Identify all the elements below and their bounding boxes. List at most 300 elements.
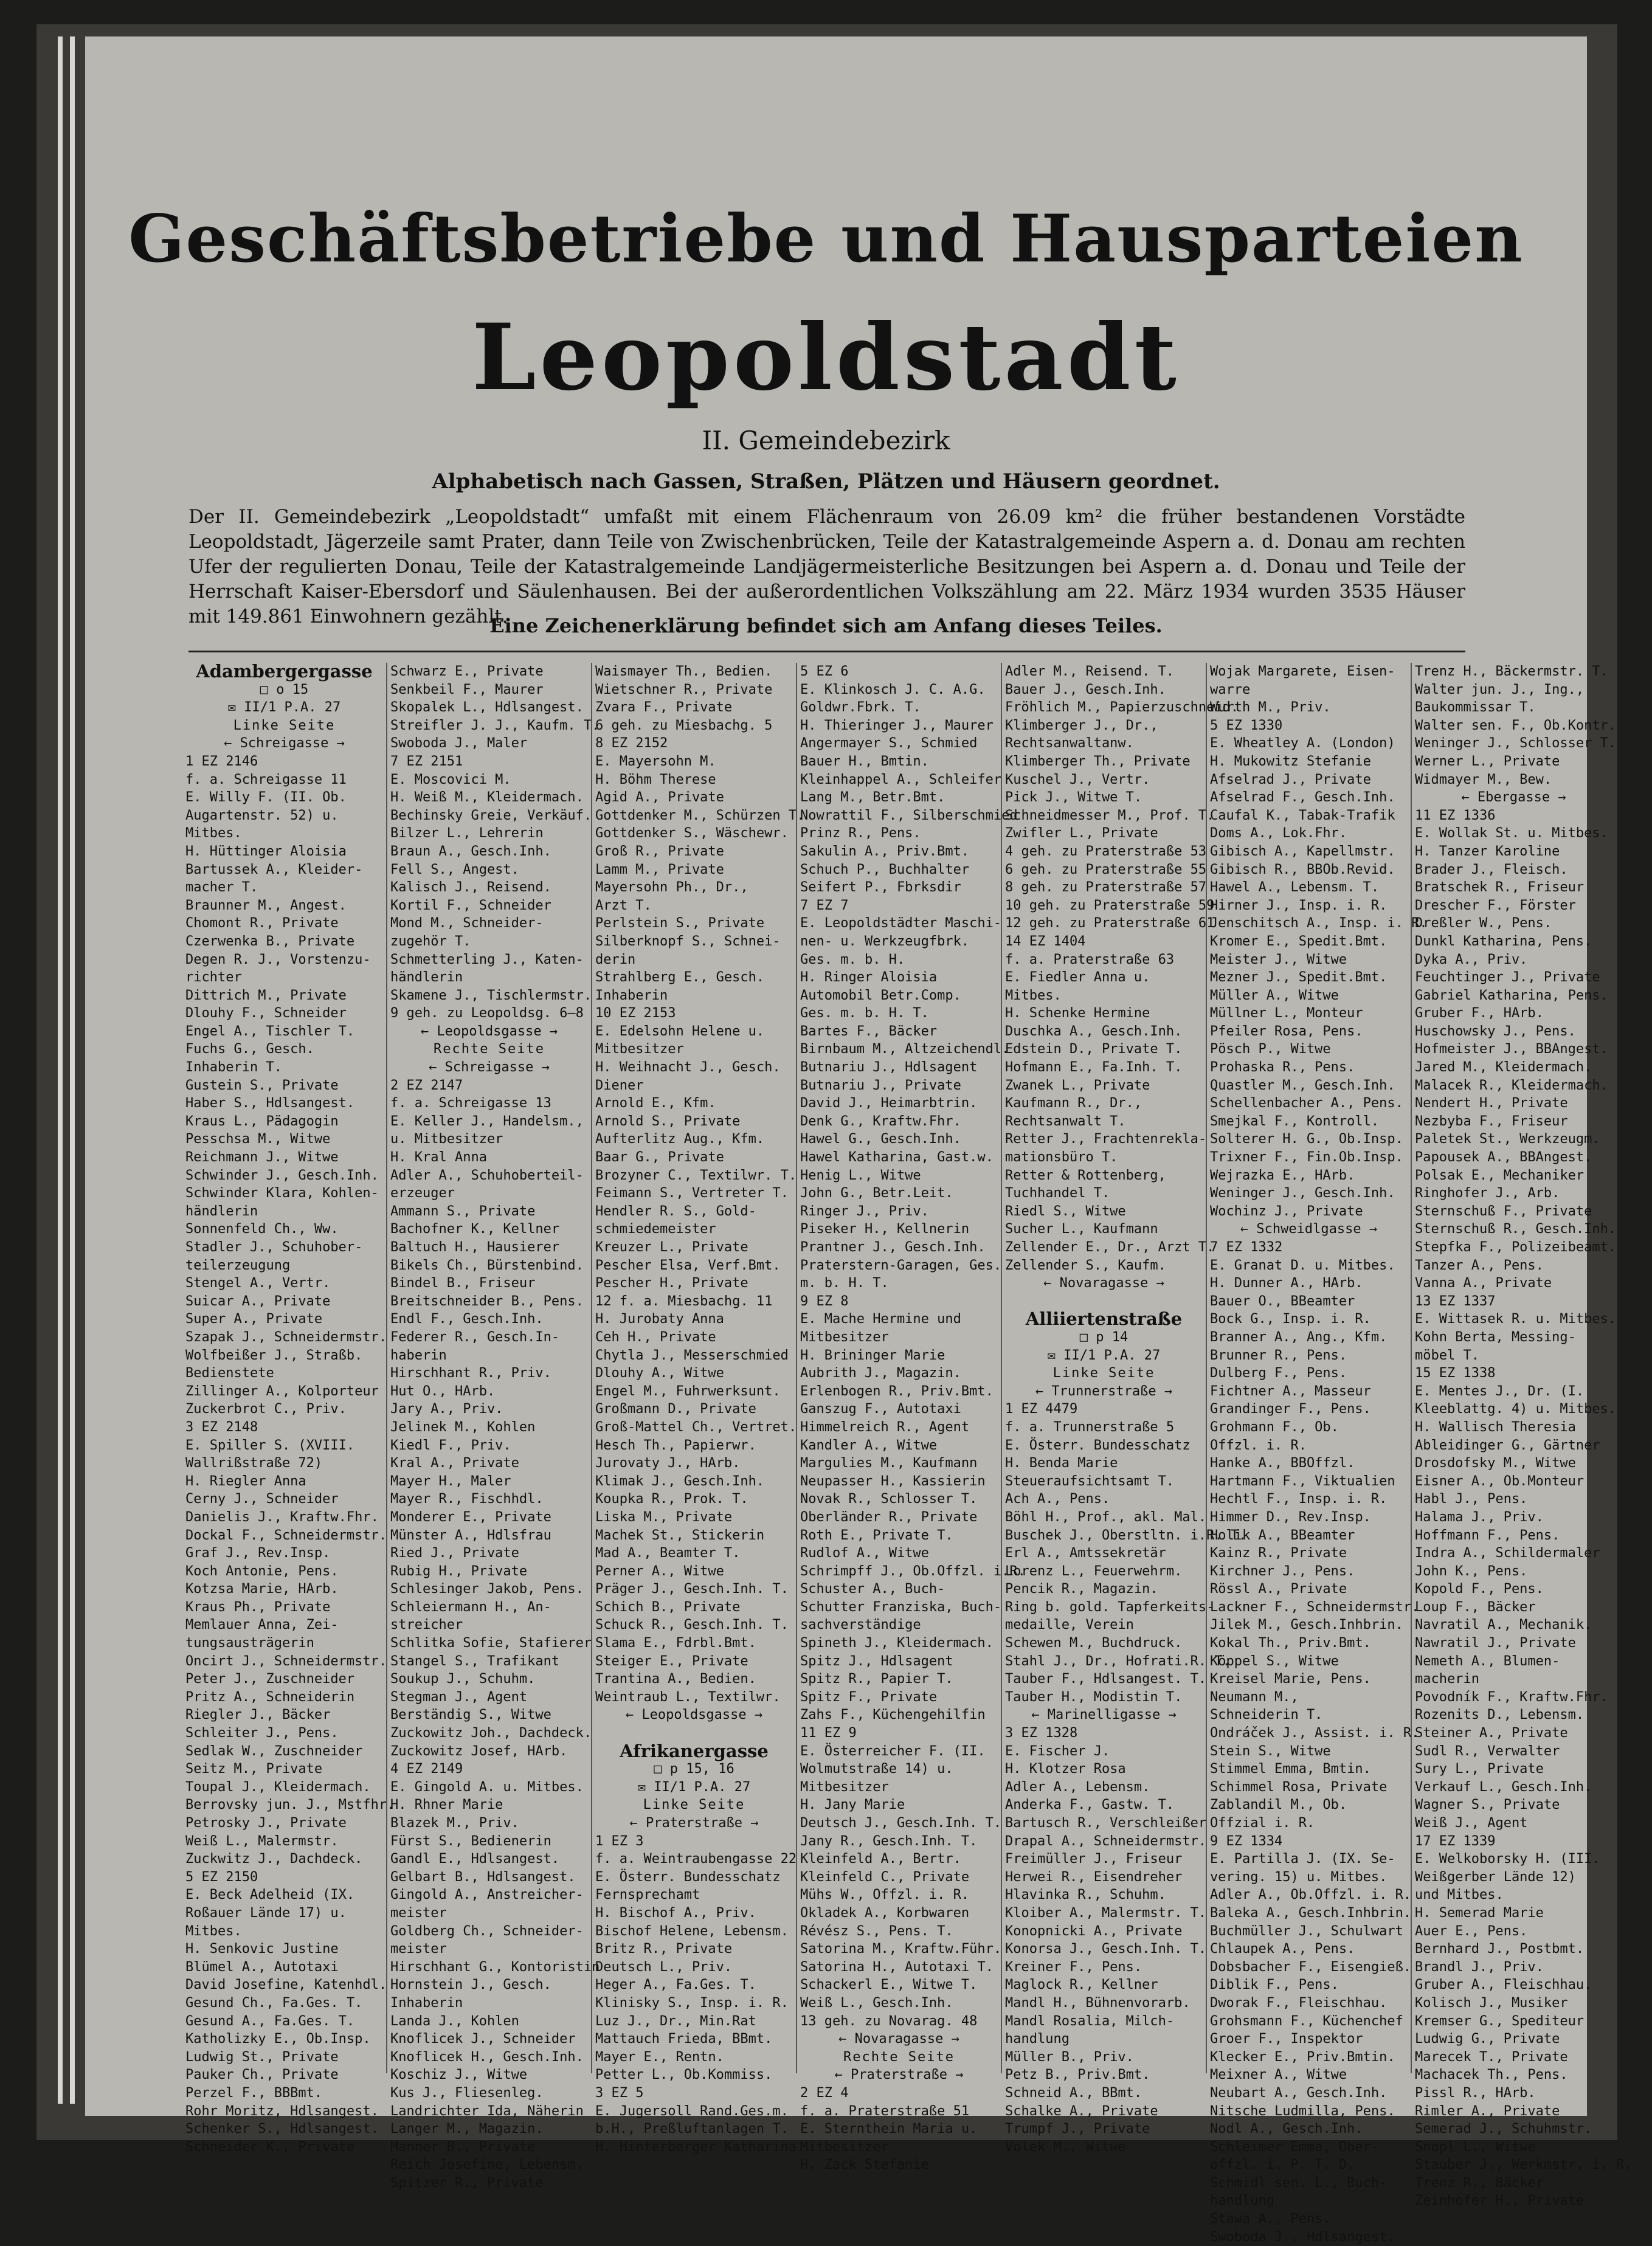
directory-entry: Baar G., Private: [595, 1150, 724, 1166]
directory-entry: Dobsbacher F., Eisengieß.: [1210, 1959, 1412, 1975]
directory-entry: Gruber A., Fleischhau.: [1415, 1977, 1592, 1993]
directory-entry: E. Spiller S. (XVIII.: [185, 1437, 355, 1453]
directory-entry: Mezner J., Spedit.Bmt.: [1210, 970, 1388, 986]
directory-entry: Czerwenka B., Private: [185, 933, 355, 949]
directory-entry: Hofmann E., Fa.Inh. T.: [1005, 1060, 1183, 1076]
directory-entry: streicher: [390, 1617, 463, 1633]
directory-entry: Inhaberin: [595, 987, 668, 1003]
directory-entry: Müller A., Witwe: [1210, 987, 1339, 1003]
directory-entry: Petter L., Ob.Kommiss.: [595, 2067, 773, 2083]
directory-entry: Kraus Ph., Private: [185, 1599, 331, 1615]
directory-entry: händlerin: [390, 970, 463, 986]
directory-entry: H. Senkovic Justine: [185, 1941, 339, 1957]
directory-entry: vering. 15) u. Mitbes.: [1210, 1869, 1388, 1885]
directory-entry: Ganszug F., Autotaxi: [800, 1401, 961, 1417]
directory-entry: Loup F., Bäcker: [1415, 1599, 1536, 1615]
directory-entry: Widmayer M., Bew.: [1415, 772, 1552, 787]
directory-entry: E. Mache Hermine und: [800, 1311, 961, 1327]
directory-entry: Brandl J., Priv.: [1415, 1959, 1544, 1975]
directory-entry: Baukommissar T.: [1415, 700, 1536, 716]
directory-entry: Praterstern-Garagen, Ges.: [800, 1257, 1002, 1273]
directory-entry: Federer R., Gesch.In-: [390, 1329, 560, 1345]
directory-entry: Hirschhant G., Kontoristin: [390, 1959, 600, 1975]
directory-entry: Ried J., Private: [390, 1546, 519, 1561]
directory-entry: Jelinek M., Kohlen: [390, 1419, 536, 1435]
directory-entry: Kleinfeld A., Bertr.: [800, 1851, 961, 1867]
directory-entry: Verkauf L., Gesch.Inh.: [1415, 1779, 1592, 1795]
directory-entry: Navratil A., Mechanik.: [1415, 1617, 1592, 1633]
directory-entry: 4 geh. zu Praterstraße 53: [1005, 843, 1207, 859]
directory-entry: E. Beck Adelheid (IX.: [185, 1887, 355, 1903]
directory-entry: Kleinfeld C., Private: [800, 1869, 970, 1885]
directory-entry: H. Weiß M., Kleidermach.: [390, 790, 584, 806]
directory-entry: E. Keller J., Handelsm.,: [390, 1113, 584, 1129]
directory-entry: Petz B., Priv.Bmt.: [1005, 2067, 1150, 2083]
directory-entry: E. Partilla J. (IX. Se-: [1210, 1851, 1395, 1867]
directory-entry: 9 geh. zu Leopoldsg. 6—8: [390, 1006, 584, 1021]
directory-entry: E. Wittasek R. u. Mitbes.: [1415, 1311, 1617, 1327]
directory-entry: Pauker Ch., Private: [185, 2067, 339, 2083]
directory-entry: Machacek Th., Pens.: [1415, 2067, 1568, 2083]
directory-entry: medaille, Verein: [1005, 1617, 1134, 1633]
directory-entry: Stein S., Witwe: [1210, 1743, 1331, 1759]
directory-entry: Gesund A., Fa.Ges. T.: [185, 2013, 355, 2029]
cross-street: ← Schreigasse →: [224, 736, 345, 752]
directory-entry: Kaufmann R., Dr.,: [1005, 1096, 1142, 1111]
directory-entry: Adler M., Reisend. T.: [1005, 664, 1175, 679]
directory-entry: Weiß J., Agent: [1415, 1816, 1528, 1831]
directory-entry: 12 f. a. Miesbachg. 11: [595, 1293, 773, 1309]
district-subtitle: II. Gemeindebezirk: [702, 426, 950, 455]
directory-entry: H. Bischof A., Priv.: [595, 1905, 756, 1921]
directory-entry: Inhaberin T.: [185, 1060, 282, 1076]
directory-entry: Riedl S., Witwe: [1005, 1203, 1126, 1219]
directory-entry: Schenker S., Hdlsangest.: [185, 2121, 379, 2137]
directory-entry: Streifler J. J., Kaufm. T.: [390, 717, 600, 733]
directory-entry: Drapal A., Schneidermstr.: [1005, 1833, 1207, 1849]
directory-entry: H. Thieringer J., Maurer: [800, 717, 994, 733]
directory-entry: Landa J., Kohlen: [390, 2013, 519, 2029]
directory-entry: Bischof Helene, Lebensm.: [595, 1923, 789, 1939]
directory-entry: Kohn Berta, Messing-: [1415, 1329, 1576, 1345]
directory-column: [1206, 663, 1428, 2245]
directory-entry: Rechtsanwalt T.: [1005, 1113, 1126, 1129]
directory-entry: Hechtl F., Insp. i. R.: [1210, 1491, 1388, 1507]
directory-entry: E. Willy F. (II. Ob.: [185, 790, 347, 806]
directory-entry: Müller B., Priv.: [1005, 2049, 1134, 2065]
directory-entry: Mayer R., Fischhdl.: [390, 1491, 544, 1507]
directory-entry: Henig L., Witwe: [800, 1167, 921, 1183]
directory-entry: E. Moscovici M.: [390, 772, 511, 787]
directory-entry: Buschek J., Oberstltn. i.R. T.: [1005, 1527, 1247, 1543]
directory-entry: Gruber F., HArb.: [1415, 1006, 1544, 1021]
directory-entry: Rössl A., Private: [1210, 1581, 1347, 1597]
directory-entry: Hoffmann F., Pens.: [1415, 1527, 1560, 1543]
directory-entry: Katholizky E., Ob.Insp.: [185, 2031, 371, 2047]
directory-entry: Jany R., Gesch.Inh. T.: [800, 1833, 978, 1849]
directory-entry: Landrichter Ida, Näherin: [390, 2103, 584, 2119]
directory-entry: Nendert H., Private: [1415, 1096, 1568, 1111]
directory-entry: Semerad J., Schuhmstr.: [1415, 2121, 1592, 2137]
directory-entry: Silberknopf S., Schnei-: [595, 933, 781, 949]
directory-entry: Mitbes.: [185, 1923, 242, 1939]
district-title: Leopoldstadt: [472, 304, 1180, 411]
directory-entry: Jary A., Priv.: [390, 1401, 503, 1417]
directory-entry: Monderer E., Private: [390, 1509, 551, 1525]
directory-entry: Gesund Ch., Fa.Ges. T.: [185, 1995, 363, 2011]
directory-entry: 1 EZ 4479: [1005, 1401, 1078, 1417]
directory-entry: Rohr Moritz, Hdlsangest.: [185, 2103, 379, 2119]
directory-entry: Spitz F., Private: [800, 1689, 938, 1705]
directory-entry: Rudlof A., Witwe: [800, 1546, 929, 1561]
directory-entry: mationsbüro T.: [1005, 1150, 1118, 1166]
directory-entry: Aubrith J., Magazin.: [800, 1366, 961, 1381]
directory-entry: Automobil Betr.Comp.: [800, 987, 961, 1003]
directory-entry: Meixner A., Witwe: [1210, 2067, 1347, 2083]
cross-street: □ p 15, 16: [654, 1761, 734, 1777]
directory-entry: Wochinz J., Private: [1210, 1203, 1363, 1219]
directory-entry: Knoflicek H., Gesch.Inh.: [390, 2049, 584, 2065]
directory-entry: Prantner J., Gesch.Inh.: [800, 1240, 986, 1255]
directory-entry: Paletek St., Werkzeugm.: [1415, 1132, 1600, 1147]
directory-entry: Mandl Rosalia, Milch-: [1005, 2013, 1175, 2029]
directory-entry: Kleinhappel A., Schleifer: [800, 772, 1002, 787]
directory-entry: Pick J., Witwe T.: [1005, 790, 1142, 806]
cross-street: □ o 15: [260, 682, 309, 697]
directory-entry: Ondráček J., Assist. i. R.: [1210, 1726, 1420, 1741]
directory-entry: Pescher H., Private: [595, 1276, 748, 1291]
directory-entry: Aufterlitz Aug., Kfm.: [595, 1132, 765, 1147]
directory-entry: Schalke A., Private: [1005, 2103, 1158, 2119]
directory-entry: Luz J., Dr., Min.Rat: [595, 2013, 756, 2029]
cross-street: ← Schreigasse →: [429, 1060, 550, 1076]
directory-entry: Sudl R., Verwalter: [1415, 1743, 1560, 1759]
directory-entry: Kloiber A., Malermstr. T.: [1005, 1905, 1207, 1921]
directory-entry: Köppel S., Witwe: [1210, 1653, 1339, 1669]
directory-entry: 12 geh. zu Praterstraße 61: [1005, 916, 1215, 931]
directory-entry: H. Weihnacht J., Gesch.: [595, 1060, 781, 1076]
directory-entry: Suicar A., Private: [185, 1293, 331, 1309]
directory-entry: 1 EZ 3: [595, 1833, 644, 1849]
directory-entry: f. a. Schreigasse 11: [185, 772, 347, 787]
directory-entry: Eisner A., Ob.Monteur: [1415, 1473, 1585, 1489]
directory-entry: Volek M., Witwe: [1005, 2139, 1126, 2155]
directory-entry: Marecek T., Private: [1415, 2049, 1568, 2065]
directory-entry: Wagner S., Private: [1415, 1797, 1560, 1813]
directory-entry: H. Kral Anna: [390, 1150, 487, 1166]
directory-entry: 3 EZ 1328: [1005, 1726, 1078, 1741]
cross-street: ✉ II/1 P.A. 27: [1047, 1347, 1161, 1363]
directory-entry: 6 geh. zu Miesbachg. 5: [595, 717, 773, 733]
directory-entry: Hawel Katharina, Gast.w.: [800, 1150, 994, 1166]
directory-entry: Brunner R., Pens.: [1210, 1347, 1347, 1363]
directory-entry: Konopnicki A., Private: [1005, 1923, 1183, 1939]
directory-entry: Hendler R. S., Gold-: [595, 1203, 756, 1219]
directory-entry: Wolfbeißer J., Straßb.: [185, 1347, 363, 1363]
directory-entry: Ammann S., Private: [390, 1203, 536, 1219]
directory-entry: Hut O., HArb.: [390, 1383, 496, 1399]
directory-entry: Feuchtinger J., Private: [1415, 970, 1600, 986]
directory-entry: Seitz M., Private: [185, 1761, 323, 1777]
directory-entry: 7 EZ 2151: [390, 753, 463, 769]
directory-entry: 8 geh. zu Praterstraße 57: [1005, 880, 1207, 896]
directory-entry: schmiedemeister: [595, 1221, 716, 1237]
page-title: Geschäftsbetriebe und Hausparteien: [128, 201, 1524, 277]
directory-entry: 4 EZ 2149: [390, 1761, 463, 1777]
directory-entry: Stimmel Emma, Bmtin.: [1210, 1761, 1371, 1777]
directory-entry: Klimberger Th., Private: [1005, 753, 1191, 769]
directory-entry: Kortil F., Schneider: [390, 897, 551, 913]
directory-entry: Dworak F., Fleischhau.: [1210, 1995, 1388, 2011]
directory-entry: 9 EZ 1334: [1210, 1833, 1283, 1849]
directory-entry: E. Mayersohn M.: [595, 753, 716, 769]
directory-entry: H. Riegler Anna: [185, 1473, 306, 1489]
directory-entry: Kromer E., Spedit.Bmt.: [1210, 933, 1388, 949]
directory-entry: Endl F., Gesch.Inh.: [390, 1311, 544, 1327]
directory-entry: Steiger E., Private: [595, 1653, 748, 1669]
directory-column: [182, 661, 395, 2155]
directory-entry: Zuckwitz J., Dachdeck.: [185, 1851, 363, 1867]
directory-entry: Dittrich M., Private: [185, 987, 347, 1003]
directory-entry: Hornstein J., Gesch.: [390, 1977, 551, 1993]
directory-entry: Habl J., Pens.: [1415, 1491, 1528, 1507]
directory-entry: E. Leopoldstädter Maschi-: [800, 916, 1002, 931]
directory-entry: Bechinsky Greie, Verkäuf.: [390, 807, 592, 823]
directory-entry: Hirner J., Insp. i. R.: [1210, 897, 1388, 913]
directory-entry: Schellenbacher A., Pens.: [1210, 1096, 1403, 1111]
directory-entry: Heger A., Fa.Ges. T.: [595, 1977, 756, 1993]
directory-entry: Schneider K., Private: [185, 2139, 355, 2155]
directory-entry: Weninger J., Gesch.Inh.: [1210, 1186, 1395, 1201]
side-label: Linke Seite: [1052, 1366, 1155, 1381]
directory-entry: Gingold A., Anstreicher-: [390, 1887, 584, 1903]
directory-entry: Bartussek A., Kleider-: [185, 862, 363, 877]
directory-entry: Werner L., Private: [1415, 753, 1560, 769]
directory-entry: Novak R., Schlosser T.: [800, 1491, 978, 1507]
directory-entry: Stengel A., Vertr.: [185, 1276, 331, 1291]
directory-entry: 7 EZ 7: [800, 897, 849, 913]
directory-entry: Zablandil M., Ob.: [1210, 1797, 1347, 1813]
directory-entry: Schutter Franziska, Buch-: [800, 1599, 1002, 1615]
directory-entry: Prohaska R., Pens.: [1210, 1060, 1355, 1076]
directory-entry: Bachofner K., Kellner: [390, 1221, 560, 1237]
directory-entry: Arnold E., Kfm.: [595, 1096, 716, 1111]
directory-entry: Wietschner R., Private: [595, 682, 773, 697]
directory-entry: Rimler A., Private: [1415, 2103, 1560, 2119]
directory-entry: Klimberger J., Dr.,: [1005, 717, 1158, 733]
directory-entry: Kral A., Private: [390, 1456, 519, 1471]
cross-street: ← Praterstraße →: [629, 1816, 759, 1831]
directory-entry: Schlitka Sofie, Stafierer: [390, 1636, 592, 1651]
directory-entry: Schmidl sen. L., Buch-: [1210, 2175, 1388, 2191]
directory-entry: Münster A., Hdlsfrau: [390, 1527, 551, 1543]
directory-entry: Engel A., Tischler T.: [185, 1023, 355, 1039]
directory-entry: Nitsche Ludmilla, Pens.: [1210, 2103, 1395, 2119]
directory-entry: Agid A., Private: [595, 790, 724, 806]
directory-entry: Strahlberg E., Gesch.: [595, 970, 765, 986]
directory-entry: Afselrad F., Gesch.Inh.: [1210, 790, 1395, 806]
directory-entry: Trumpf J., Private: [1005, 2121, 1150, 2137]
directory-entry: Jenschitsch A., Insp. i. R.: [1210, 916, 1428, 931]
directory-entry: Kolisch J., Musiker: [1415, 1995, 1568, 2011]
directory-entry: Okladek A., Korbwaren: [800, 1905, 970, 1921]
directory-entry: Lorenz L., Feuerwehrm.: [1005, 1563, 1183, 1579]
cross-street: ← Leopoldsgasse →: [420, 1023, 558, 1039]
directory-entry: 11 EZ 9: [800, 1726, 857, 1741]
directory-entry: handlung: [1005, 2031, 1070, 2047]
directory-entry: Mayersohn Ph., Dr.,: [595, 880, 748, 896]
directory-entry: Perner A., Witwe: [595, 1563, 724, 1579]
directory-entry: Ach A., Pens.: [1005, 1491, 1110, 1507]
cross-street: □ p 14: [1079, 1329, 1128, 1345]
directory-entry: Sucher L., Kaufmann: [1005, 1221, 1158, 1237]
directory-entry: Kreiner F., Pens.: [1005, 1959, 1142, 1975]
directory-entry: Buchmüller J., Schulwart: [1210, 1923, 1403, 1939]
directory-entry: Kalisch J., Reisend.: [390, 880, 551, 896]
directory-entry: Mayer E., Rentn.: [595, 2049, 724, 2065]
directory-entry: Fuchs G., Gesch.: [185, 1042, 314, 1057]
directory-entry: H. Ringer Aloisia: [800, 970, 938, 986]
directory-entry: Hanke A., BBOffzl.: [1210, 1456, 1355, 1471]
directory-entry: und Mitbes.: [1415, 1887, 1504, 1903]
directory-entry: Bauer J., Gesch.Inh.: [1005, 682, 1166, 697]
directory-entry: Duschka A., Gesch.Inh.: [1005, 1023, 1183, 1039]
directory-entry: Nezbyba F., Friseur: [1415, 1113, 1568, 1129]
cross-street: ← Novaragasse →: [1043, 1276, 1164, 1291]
directory-entry: H. Hüttinger Aloisia: [185, 843, 347, 859]
directory-entry: Satorina M., Kraftw.Führ.: [800, 1941, 1002, 1957]
directory-entry: handlung: [1210, 2193, 1274, 2209]
directory-entry: Hirschhant R., Priv.: [390, 1366, 551, 1381]
directory-entry: Zuckowitz Josef, HArb.: [390, 1743, 568, 1759]
directory-entry: Schlesinger Jakob, Pens.: [390, 1581, 584, 1597]
directory-entry: Super A., Private: [185, 1311, 323, 1327]
directory-entry: f. a. Praterstraße 51: [800, 2103, 970, 2119]
directory-entry: Riegler J., Bäcker: [185, 1707, 331, 1723]
directory-entry: Weiß L., Gesch.Inh.: [800, 1995, 953, 2011]
directory-entry: Kreisel Marie, Pens.: [1210, 1671, 1371, 1687]
directory-entry: Konorsa J., Gesch.Inh. T.: [1005, 1941, 1207, 1957]
directory-entry: 17 EZ 1339: [1415, 1833, 1496, 1849]
directory-entry: Koch Antonie, Pens.: [185, 1563, 339, 1579]
directory-entry: möbel T.: [1415, 1347, 1479, 1363]
directory-entry: Bratschek R., Friseur: [1415, 880, 1585, 896]
directory-entry: richter: [185, 970, 242, 986]
directory-entry: Blümel A., Autotaxi: [185, 1959, 339, 1975]
directory-entry: 5 EZ 6: [800, 664, 849, 679]
directory-entry: Vanna A., Private: [1415, 1276, 1552, 1291]
directory-entry: Kandler A., Witwe: [800, 1437, 938, 1453]
directory-entry: Perlstein S., Private: [595, 916, 765, 931]
directory-entry: E. Fiedler Anna u.: [1005, 970, 1150, 986]
directory-entry: 8 EZ 2152: [595, 736, 668, 752]
directory-entry: Pesschsa M., Witwe: [185, 1132, 331, 1147]
directory-entry: Papousek A., BBAngest.: [1415, 1150, 1592, 1166]
directory-entry: Brozyner C., Textilwr. T.: [595, 1167, 797, 1183]
directory-entry: Rubig H., Private: [390, 1563, 528, 1579]
directory-entry: David Josefine, Katenhdl.: [185, 1977, 387, 1993]
directory-entry: Schackerl E., Witwe T.: [800, 1977, 978, 1993]
directory-entry: Grohsmann F., Küchenchef: [1210, 2013, 1403, 2029]
directory-entry: Kleeblattg. 4) u. Mitbes.: [1415, 1401, 1617, 1417]
directory-entry: Chomont R., Private: [185, 916, 339, 931]
directory-entry: Sonnenfeld Ch., Ww.: [185, 1221, 339, 1237]
directory-entry: Danielis J., Kraftw.Fhr.: [185, 1509, 379, 1525]
directory-entry: Trantina A., Bedien.: [595, 1671, 756, 1687]
directory-entry: E. Granat D. u. Mitbes.: [1210, 1257, 1395, 1273]
directory-entry: Schleiter J., Pens.: [185, 1726, 339, 1741]
directory-entry: Szapak J., Schneidermstr.: [185, 1329, 387, 1345]
directory-entry: Kirchner J., Pens.: [1210, 1563, 1355, 1579]
directory-entry: Zahs F., Küchengehilfin: [800, 1707, 986, 1723]
directory-entry: Bartusch R., Verschleißer: [1005, 1816, 1207, 1831]
directory-entry: Satorina H., Autotaxi T.: [800, 1959, 994, 1975]
directory-entry: Breitschneider B., Pens.: [390, 1293, 584, 1309]
directory-entry: Müllner L., Monteur: [1210, 1006, 1363, 1021]
directory-entry: 2 EZ 2147: [390, 1077, 463, 1093]
directory-entry: H. Böhm Therese: [595, 772, 716, 787]
directory-entry: John G., Betr.Leit.: [800, 1186, 953, 1201]
directory-entry: E. Welkoborsky H. (III.: [1415, 1851, 1600, 1867]
intro-paragraph: Der II. Gemeindebezirk „Leopoldstadt“ umfaßt mit einem Flächenraum von 26.09 km² die früher bestandenen Vorstädte Leopoldstadt, Jägerzeile samt Prater, dann Teile von Zwischenbrücken, Teile der Katastralgemeinde Aspern a. d. Donau am rechten Ufer der regulierten Donau, Teile der Katastralgemeinde Landjägermeisterliche Besitzungen bei Aspern a. d. Donau und Teile der Herrschaft Kaiser-Ebersdorf und Säulenhausen. Bei der außerordentlichen Volkszählung am 22. März 1934 wurden 3535 Häuser mit 149.861 Einwohnern gezählt.: [188, 506, 1465, 627]
directory-entry: Petrosky J., Private: [185, 1816, 347, 1831]
directory-entry: Mitbesitzer: [595, 1042, 684, 1057]
directory-entry: Trixner F., Fin.Ob.Insp.: [1210, 1150, 1403, 1166]
directory-entry: H. Brininger Marie: [800, 1347, 945, 1363]
directory-entry: Walter jun. J., Ing.,: [1415, 682, 1585, 697]
directory-entry: E. Gingold A. u. Mitbes.: [390, 1779, 584, 1795]
directory-entry: E. Österr. Bundesschatz: [595, 1869, 781, 1885]
directory-entry: Rozenits D., Lebensm.: [1415, 1707, 1585, 1723]
directory-entry: H. Jurobaty Anna: [595, 1311, 724, 1327]
directory-entry: Wallrißstraße 72): [185, 1456, 323, 1471]
directory-entry: Langer M., Magazin.: [390, 2121, 544, 2137]
directory-entry: H. Semerad Marie: [1415, 1905, 1544, 1921]
arrangement-note: Alphabetisch nach Gassen, Straßen, Plätzen und Häusern geordnet.: [432, 469, 1220, 494]
directory-entry: Nemeth A., Blumen-: [1415, 1653, 1560, 1669]
directory-entry: Dulberg F., Pens.: [1210, 1366, 1347, 1381]
directory-entry: E. Klinkosch J. C. A.G.: [800, 682, 986, 697]
directory-entry: Seifert P., Fbrksdir: [800, 880, 961, 896]
directory-entry: Ludwig G., Private: [1415, 2031, 1560, 2047]
directory-entry: Angermayer S., Schmied: [800, 736, 978, 752]
directory-entry: Senkbeil F., Maurer: [390, 682, 544, 697]
directory-entry: Spitz J., Hdlsagent: [800, 1653, 953, 1669]
directory-entry: Wolmutstraße 14) u.: [800, 1761, 953, 1777]
legend-note: Eine Zeichenerklärung befindet sich am Anfang dieses Teiles.: [489, 614, 1163, 637]
cross-street: ← Marinelligasse →: [1031, 1707, 1177, 1723]
directory-entry: Baltuch H., Hausierer: [390, 1240, 560, 1255]
directory-entry: E. Österreicher F. (II.: [800, 1743, 986, 1759]
directory-entry: Sakulin A., Priv.Bmt.: [800, 843, 970, 859]
directory-entry: Kus J., Fliesenleg.: [390, 2085, 544, 2101]
directory-entry: Gibisch R., BBOb.Revid.: [1210, 862, 1395, 877]
directory-column: [591, 663, 805, 2155]
directory-entry: Pfeiler Rosa, Pens.: [1210, 1023, 1363, 1039]
directory-entry: Zuckerbrot C., Priv.: [185, 1401, 347, 1417]
directory-entry: Tauber H., Modistin T.: [1005, 1689, 1183, 1705]
directory-entry: Steiner A., Private: [1415, 1726, 1568, 1741]
directory-entry: Bernhard J., Postbmt.: [1415, 1941, 1585, 1957]
directory-entry: Zellender E., Dr., Arzt T.: [1005, 1240, 1215, 1255]
directory-entry: Grandinger F., Pens.: [1210, 1401, 1371, 1417]
directory-entry: E. Österr. Bundesschatz: [1005, 1437, 1191, 1453]
side-label: Rechte Seite: [434, 1042, 545, 1057]
directory-entry: Bedienstete: [185, 1366, 274, 1381]
directory-entry: Tauber F., Hdlsangest. T.: [1005, 1671, 1207, 1687]
directory-entry: Reichmann J., Witwe: [185, 1150, 339, 1166]
directory-entry: Machek St., Stickerin: [595, 1527, 765, 1543]
